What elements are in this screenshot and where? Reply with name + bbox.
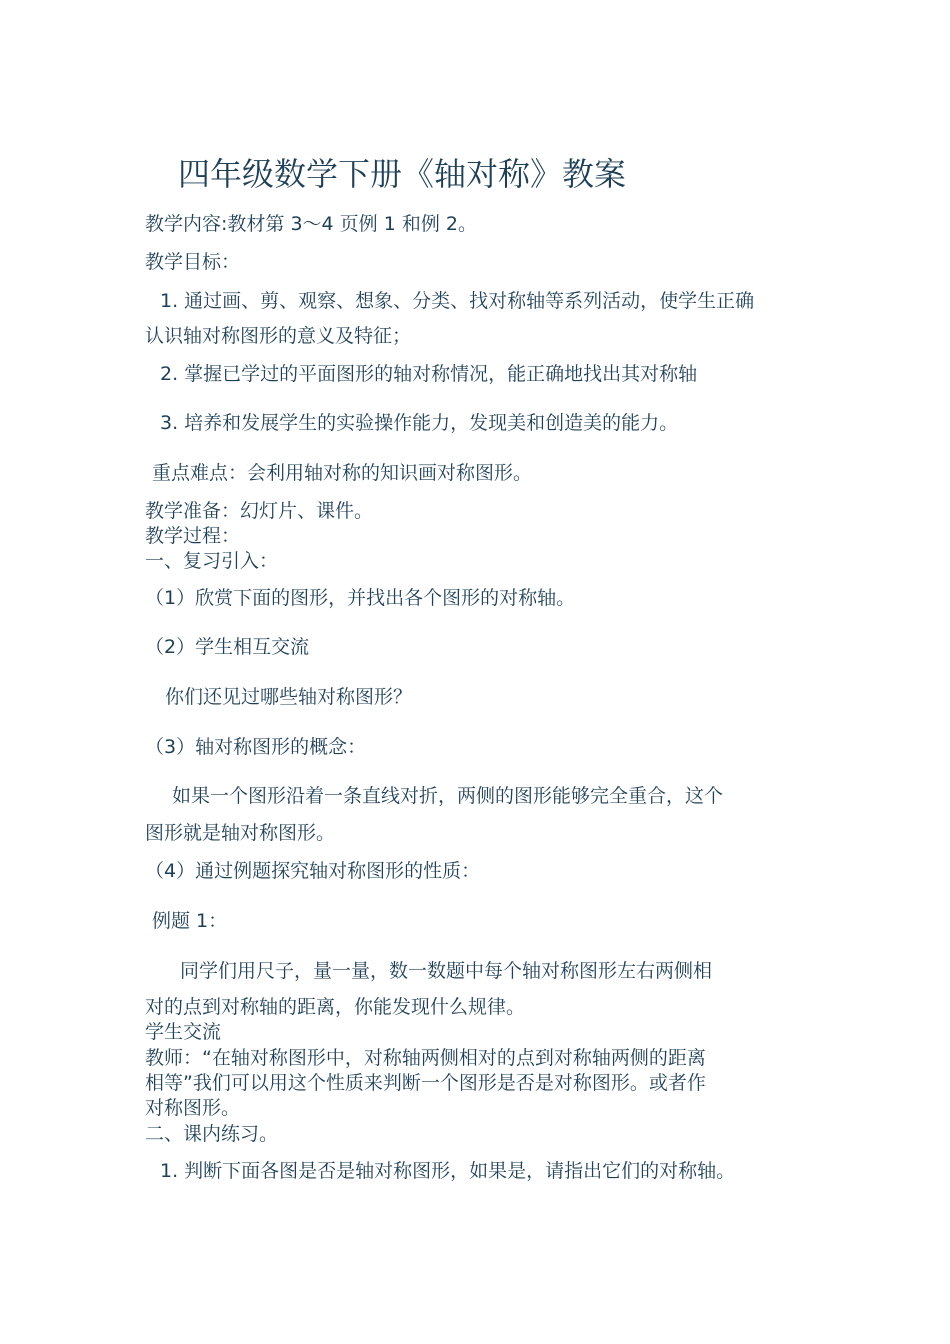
teacher-line-2: 相等”我们可以用这个性质来判断一个图形是否是对称图形。或者作 bbox=[145, 1072, 706, 1094]
objective-1-line-1: 1. 通过画、剪、观察、想象、分类、找对称轴等系列活动，使学生正确 bbox=[160, 290, 755, 312]
example-1-line-2: 对的点到对称轴的距离，你能发现什么规律。 bbox=[145, 996, 526, 1018]
section-2-heading: 二、课内练习。 bbox=[145, 1123, 279, 1145]
teacher-line-3: 对称图形。 bbox=[145, 1097, 241, 1119]
preparation: 教学准备：幻灯片、课件。 bbox=[145, 500, 374, 522]
objectives-heading: 教学目标： bbox=[145, 251, 241, 273]
objective-2: 2. 掌握已学过的平面图形的轴对称情况，能正确地找出其对称轴 bbox=[160, 363, 698, 385]
step-3: （3）轴对称图形的概念： bbox=[145, 736, 367, 758]
teacher-line-1: 教师：“在轴对称图形中，对称轴两侧相对的点到对称轴两侧的距离 bbox=[145, 1047, 706, 1069]
teaching-content: 教学内容:教材第 3～4 页例 1 和例 2。 bbox=[145, 213, 477, 235]
process-heading: 教学过程： bbox=[145, 525, 241, 547]
objective-1-line-2: 认识轴对称图形的意义及特征； bbox=[145, 325, 412, 347]
objective-3: 3. 培养和发展学生的实验操作能力，发现美和创造美的能力。 bbox=[160, 412, 679, 434]
step-4: （4）通过例题探究轴对称图形的性质： bbox=[145, 860, 481, 882]
example-1-heading: 例题 1： bbox=[152, 910, 228, 932]
example-1-line-1: 同学们用尺子，量一量，数一数题中每个轴对称图形左右两侧相 bbox=[180, 960, 713, 982]
section-1-heading: 一、复习引入： bbox=[145, 550, 279, 572]
concept-line-1: 如果一个图形沿着一条直线对折，两侧的图形能够完全重合，这个 bbox=[172, 785, 724, 807]
step-2-question: 你们还见过哪些轴对称图形？ bbox=[165, 686, 413, 708]
key-points: 重点难点：会利用轴对称的知识画对称图形。 bbox=[152, 462, 533, 484]
concept-line-2: 图形就是轴对称图形。 bbox=[145, 822, 336, 844]
step-2: （2）学生相互交流 bbox=[145, 636, 310, 658]
document-title: 四年级数学下册《轴对称》教案 bbox=[178, 155, 627, 193]
exercise-1: 1. 判断下面各图是否是轴对称图形，如果是，请指出它们的对称轴。 bbox=[160, 1160, 736, 1182]
step-1: （1）欣赏下面的图形，并找出各个图形的对称轴。 bbox=[145, 587, 576, 609]
student-exchange: 学生交流 bbox=[145, 1021, 222, 1043]
